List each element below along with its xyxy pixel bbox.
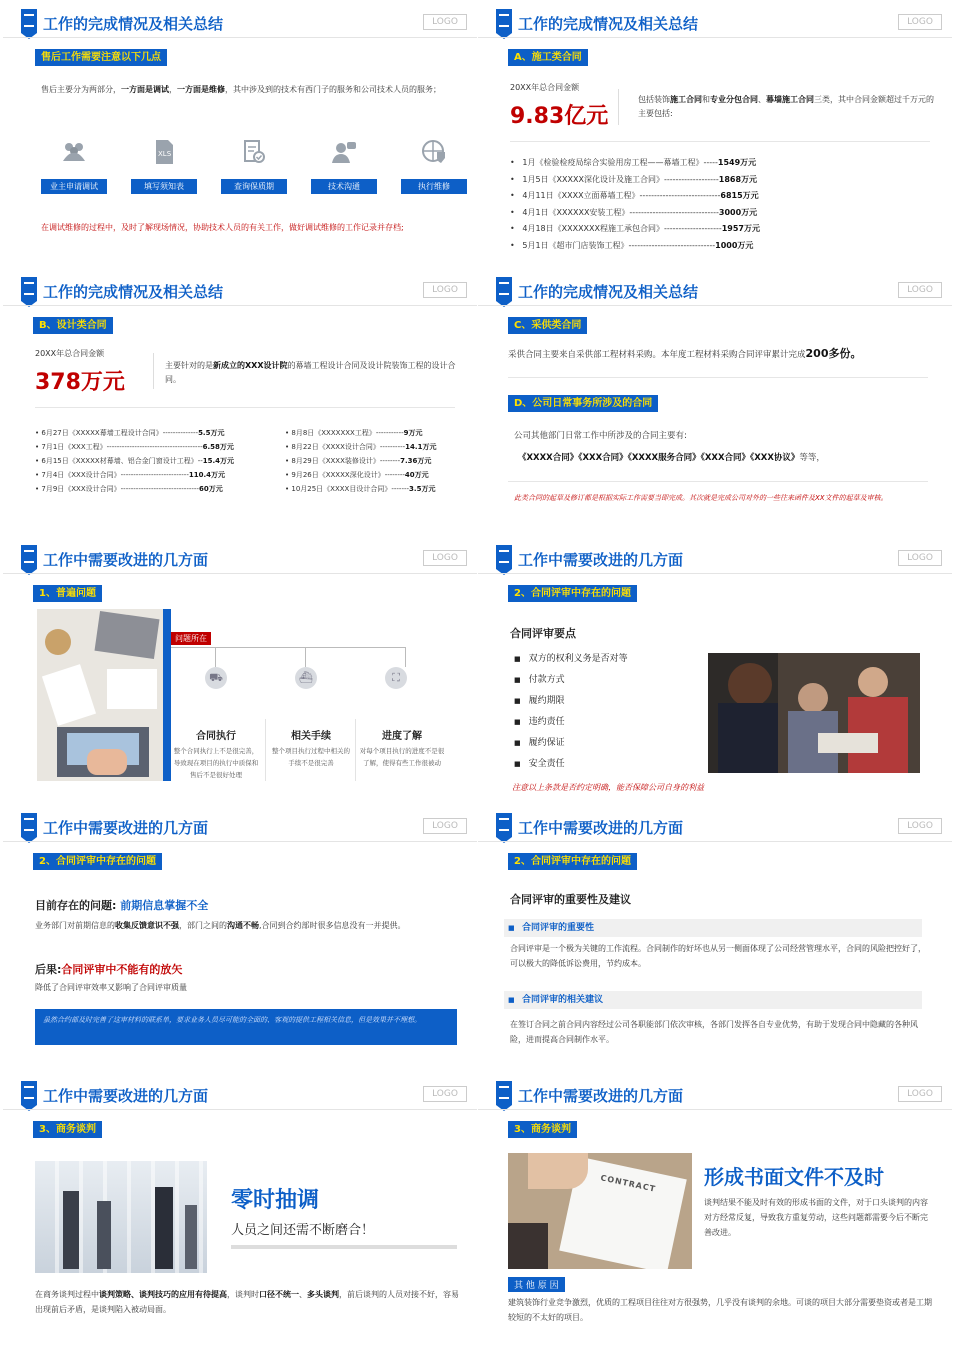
- section-label: 1、普遍问题: [33, 585, 102, 602]
- list-item: • 6月15日《XXXXX材幕墙、铝合金门窗设计工程》--15.4万元: [35, 457, 235, 465]
- business-people-photo: [35, 1161, 207, 1273]
- logo-placeholder: LOGO: [423, 14, 467, 30]
- icon-step-4: [311, 139, 377, 194]
- list-item: • 4月1日《XXXXXX安装工程》-------------------------------3000万元: [510, 207, 758, 217]
- section-badge: [496, 1081, 512, 1111]
- suggestions-text: 在签订合同之前合同内容经过公司各职能部门依次审核，各部门发挥各自专业优势，有助于发现合同中隐藏的各种风险，进而提高合同制作水平。: [510, 1020, 918, 1044]
- other-reasons-text: 建筑装饰行业竞争激烈，优质的工程项目往往对方很强势，几乎没有谈判的余地。可谈的项目大部分需要垫资或者是工期较短的不太好的项目。: [508, 1298, 932, 1322]
- step-label: 业主申请调试: [41, 179, 107, 194]
- slide-title: 工作的完成情况及相关总结: [43, 15, 224, 33]
- problem-text: 业务部门对前期信息的收集反馈意识不强，部门之间的沟通不畅,合同到合约部时很多信息没有一并提供。: [35, 921, 406, 930]
- slide-2: [478, 3, 952, 265]
- list-item: • 9月26日《XXXXX深化设计》--------40万元: [285, 471, 429, 479]
- list-item: • 4月11日《XXXX立面幕墙工程》----------------------------6815万元: [510, 191, 759, 200]
- slide-header: [478, 3, 952, 37]
- truck-icon: ⛟: [205, 667, 227, 689]
- intro-text: 售后主要分为两部分，一方面是调试，一方面是维修，其中涉及到的技术有西门子的服务和公司技术人员的服务；: [41, 85, 441, 94]
- slide-title: 工作的完成情况及相关总结: [518, 283, 699, 301]
- slide-header: [478, 807, 952, 841]
- headline: 零时抽调: [231, 1188, 320, 1213]
- procurement-text: 采供合同主要来自采供部工程材料采购。本年度工程材料采购合同评审累计完成200多份。: [508, 347, 862, 360]
- amount-label: 20XX年总合同金额: [35, 349, 105, 358]
- list-item: • 6月27日《XXXXX幕墙工程设计合同》--------------5.5万元: [35, 429, 225, 437]
- section-label: A、施工类合同: [508, 49, 588, 66]
- list-item: • 4月18日《XXXXXXX程施工承包合同》--------------------1957万元: [510, 224, 760, 233]
- slide-header: [3, 271, 477, 305]
- list-item: ■ 履约期限: [514, 691, 628, 712]
- note-text: 此类合同的起草及修订都是根据实际工作需要当即完成。其次就是完成公司对外的一些往来函件及XX文件的起草及审核。: [514, 494, 888, 502]
- list-item: • 7月4日《XXX设计合同》---------------------------110.4万元: [35, 471, 226, 479]
- section-badge: [496, 545, 512, 575]
- slide-header: [478, 271, 952, 305]
- slide-header: [3, 1075, 477, 1109]
- section-label: 2、合同评审中存在的问题: [508, 585, 637, 602]
- subheading-suggestions: ■ 合同评审的相关建议: [504, 991, 922, 1009]
- logo-placeholder: LOGO: [423, 550, 467, 566]
- slide-title: 工作的完成情况及相关总结: [43, 283, 224, 301]
- section-badge: [21, 277, 37, 307]
- slide-title: 工作中需要改进的几方面: [518, 551, 684, 569]
- slide-title: 工作中需要改进的几方面: [518, 819, 684, 837]
- section-heading: 合同评审的重要性及建议: [510, 893, 631, 906]
- contract-list: [510, 155, 760, 254]
- slide-title: 工作中需要改进的几方面: [43, 1087, 209, 1105]
- subheading-importance: ■ 合同评审的重要性: [504, 919, 922, 937]
- office-desk-photo: [37, 609, 167, 781]
- list-item: • 5月1日《超市门店装饰工程》------------------------------1000万元: [510, 240, 754, 250]
- slide-header: [3, 807, 477, 841]
- icon-step-1: [41, 139, 107, 194]
- headline-text: 谈判结果不能及时有效的形成书面的文件，对于口头谈判的内容对方经常反复，导致我方重复劳动，这些问题都需要今后不断完善改进。: [704, 1198, 928, 1237]
- section-label: 3、商务谈判: [508, 1121, 577, 1138]
- list-item: ■ 双方的权利义务是否对等: [514, 649, 628, 670]
- ship-icon: ⛴: [295, 667, 317, 689]
- other-contracts-list: 《XXXX合同》《XXX合同》《XXXX服务合同》《XXX合同》《XXX协议》等等，: [518, 453, 825, 463]
- step-label: 技术沟通: [311, 179, 377, 194]
- logo-placeholder: LOGO: [423, 1086, 467, 1102]
- users-icon: [61, 139, 87, 165]
- consequence-text: 降低了合同评审效率又影响了合同评审质量: [35, 983, 187, 992]
- consequence-heading: 后果:合同评审中不能有的放矢: [35, 963, 183, 976]
- list-item: • 1月5日《XXXXX深化设计及施工合同》-------------------1868万元: [510, 174, 758, 184]
- slide-3: [3, 271, 477, 533]
- slide-8: [478, 807, 952, 1069]
- section-label: 2、合同评审中存在的问题: [508, 853, 637, 870]
- list-item: • 8月22日《XXXX设计合同》----------14.1万元: [285, 443, 437, 451]
- slide-5: [3, 539, 477, 801]
- slide-4: [478, 271, 952, 533]
- slide-header: [3, 539, 477, 573]
- logo-placeholder: LOGO: [898, 550, 942, 566]
- list-item: ■ 付款方式: [514, 670, 628, 691]
- icon-step-3: [221, 139, 287, 194]
- importance-text: 合同评审是一个极为关键的工作流程。合同制作的好坏也从另一侧面体现了公司经营管理水平，合同的风险把控好了，可以极大的降低诉讼费用，节约成本。: [510, 944, 926, 968]
- icon-step-2: [131, 139, 197, 194]
- section-heading: 合同评审要点: [510, 627, 576, 640]
- slide-header: [478, 1075, 952, 1109]
- section-badge: [496, 9, 512, 39]
- slide-header: [3, 3, 477, 37]
- slide-10: [478, 1075, 952, 1337]
- slide-title: 工作中需要改进的几方面: [43, 551, 209, 569]
- logo-placeholder: LOGO: [898, 14, 942, 30]
- slide-1: [3, 3, 477, 265]
- section-badge: [21, 545, 37, 575]
- contract-signing-photo: [508, 1153, 692, 1269]
- section-label: 售后工作需要注意以下几点: [35, 49, 167, 66]
- headline: 形成书面文件不及时: [704, 1165, 884, 1189]
- slide-9: [3, 1075, 477, 1337]
- note-text: 在调试维修的过程中，及时了解现场情况，协助技术人员的有关工作，做好调试维修的工作记录并存档;: [41, 223, 404, 232]
- review-points: [514, 649, 628, 775]
- section-badge: [496, 813, 512, 843]
- total-amount: 9.83亿元: [510, 104, 609, 129]
- issue-column-1: 合同执行 整个合同执行上不是很完善，导致现在项目的执行中质保和售后不是很好处理: [173, 731, 259, 779]
- contract-list-left: [35, 426, 234, 496]
- step-label: 填写须知表: [131, 179, 197, 194]
- slide-header: [478, 539, 952, 573]
- list-item: • 8月8日《XXXXXXX工程》-----------9万元: [285, 429, 423, 437]
- step-label: 执行维修: [401, 179, 467, 194]
- logo-placeholder: LOGO: [898, 818, 942, 834]
- list-item: ■ 履约保证: [514, 733, 628, 754]
- list-item: • 10月25日《XXXX目设计合同》-------3.5万元: [285, 485, 436, 493]
- slide-7: [3, 807, 477, 1069]
- section-badge: [496, 277, 512, 307]
- icon-step-5: [401, 139, 467, 194]
- problem-tag: 问题所在: [171, 632, 211, 645]
- shield-globe-icon: [421, 139, 447, 165]
- problem-heading: 目前存在的问题: 前期信息掌握不全: [35, 899, 209, 912]
- box-icon: ⛶: [385, 667, 407, 689]
- other-contracts-intro: 公司其他部门日常工作中所涉及的合同主要有:: [514, 431, 687, 441]
- summary-box: 虽然合约部及时完善了这审材料的联系单，要求业务人员尽可能的全面的、客观的提供工程相关信息，但是效果并不理想。: [35, 1009, 457, 1045]
- list-item: • 7月1日《XXX工程》--------------------------------------6.58万元: [35, 443, 234, 451]
- section-label: B、设计类合同: [33, 317, 113, 334]
- xls-icon: [151, 139, 177, 165]
- chat-user-icon: [331, 139, 357, 165]
- document-check-icon: [241, 139, 267, 165]
- slide-title: 工作的完成情况及相关总结: [518, 15, 699, 33]
- section-badge: [21, 9, 37, 39]
- issue-column-2: 相关手续 整个项目执行过程中相关的手续不是很完善: [272, 731, 350, 767]
- amount-label: 20XX年总合同金额: [510, 83, 580, 92]
- subheadline: 人员之间还需不断磨合！: [231, 1223, 375, 1238]
- total-amount: 378万元: [35, 370, 125, 395]
- list-item: ■ 安全责任: [514, 754, 628, 775]
- svg-text:XLS: XLS: [158, 150, 172, 158]
- note-text: 注意以上条款是否约定明确，能否保障公司自身的利益: [512, 783, 704, 792]
- slide-title: 工作中需要改进的几方面: [518, 1087, 684, 1105]
- logo-placeholder: LOGO: [423, 818, 467, 834]
- list-item: • 7月9日《XXX设计合同》-------------------------------60万元: [35, 485, 223, 493]
- section-label-d: D、公司日常事务所涉及的合同: [508, 395, 658, 412]
- meeting-photo: [708, 653, 920, 773]
- logo-placeholder: LOGO: [898, 282, 942, 298]
- section-badge: [21, 813, 37, 843]
- contract-paper-label: CONTRACT: [599, 1173, 657, 1194]
- list-item: • 1月《检验检疫局综合实验用房工程——幕墙工程》-----1549万元: [510, 158, 757, 167]
- section-label: 2、合同评审中存在的问题: [33, 853, 162, 870]
- list-item: • 8月29日《XXXX装修设计》--------7.36万元: [285, 457, 432, 465]
- description-text: 包括装饰施工合同和专业分包合同、幕墙施工合同三类，其中合同金额超过千万元的主要包括:: [638, 95, 934, 118]
- subheading-other-reasons: 其 他 原 因: [508, 1277, 565, 1292]
- section-label-c: C、采供类合同: [508, 317, 587, 334]
- section-label: 3、商务谈判: [33, 1121, 102, 1138]
- negotiation-text: 在商务谈判过程中谈判策略、谈判技巧的应用有待提高，谈判时口径不统一、多头谈判，前后谈判的人员对接不好，容易出现前后矛盾，是谈判陷入被动局面。: [35, 1290, 459, 1314]
- slide-title: 工作中需要改进的几方面: [43, 819, 209, 837]
- slide-6: [478, 539, 952, 801]
- step-label: 查询保质期: [221, 179, 287, 194]
- list-item: ■ 违约责任: [514, 712, 628, 733]
- issue-column-3: 进度了解 对每个项目执行的进度不是很了解，使得有些工作很被动: [359, 731, 445, 767]
- contract-list-right: [285, 426, 436, 496]
- section-badge: [21, 1081, 37, 1111]
- logo-placeholder: LOGO: [423, 282, 467, 298]
- description-text: 主要针对的是新成立的XXX设计院的幕墙工程设计合同及设计院装饰工程的设计合同。: [165, 361, 456, 384]
- logo-placeholder: LOGO: [898, 1086, 942, 1102]
